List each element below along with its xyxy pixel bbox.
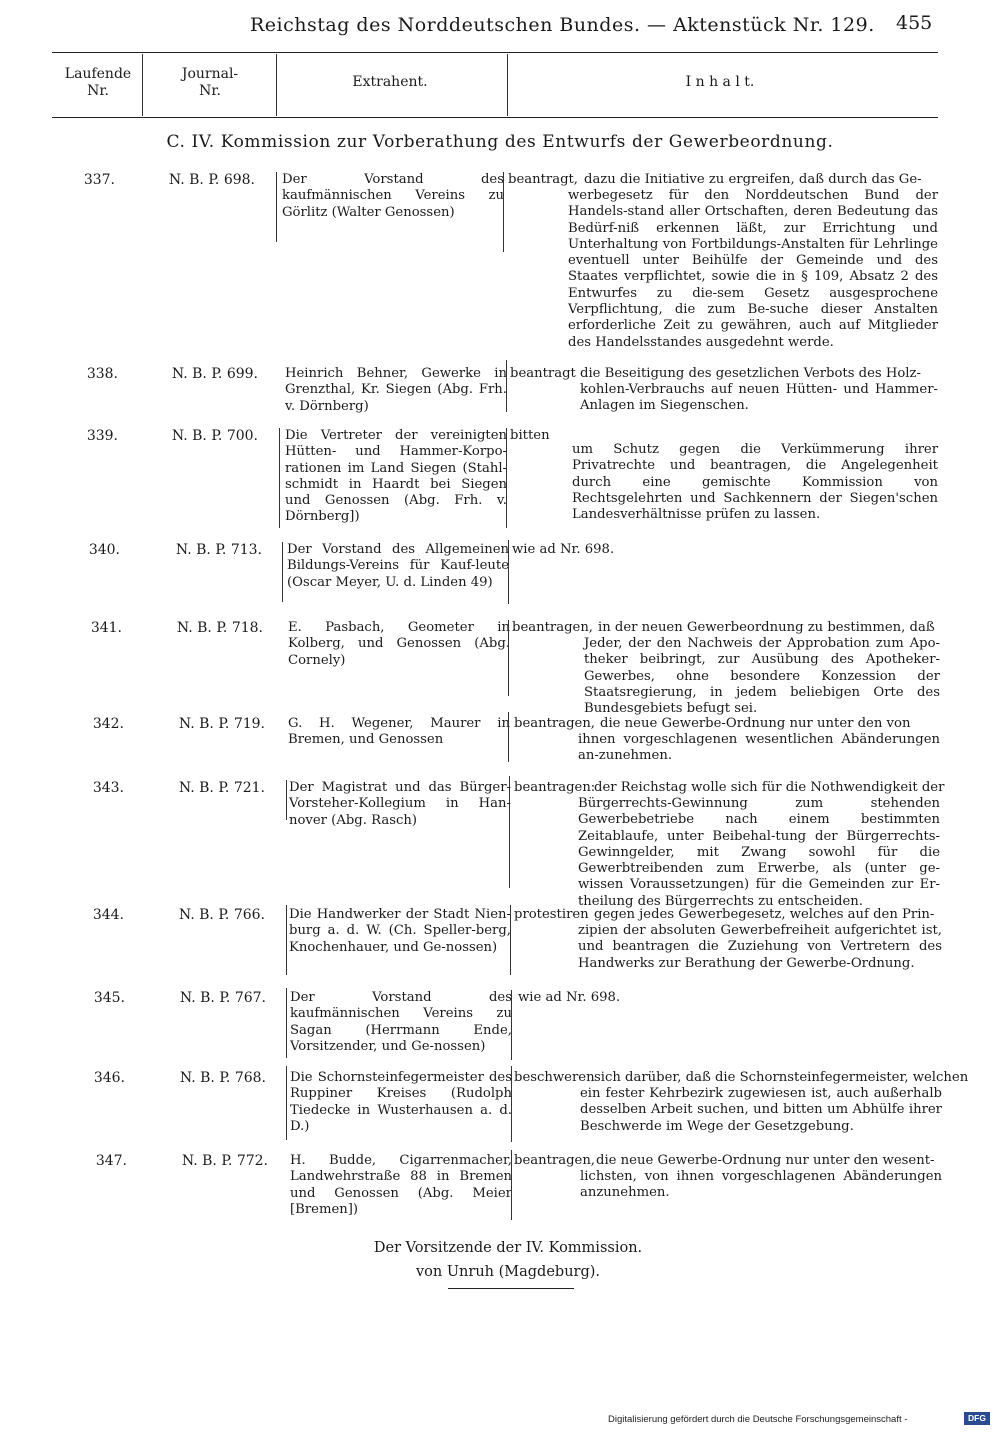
row-number: 343. — [92, 780, 124, 796]
row-journal: N. B. P. 698. — [168, 172, 255, 188]
row-verb: beantragen, — [514, 716, 595, 731]
row-journal: N. B. P. 718. — [176, 620, 263, 636]
row-verb: beantragen, — [512, 620, 593, 635]
row-inhalt-first: die neue Gewerbe-Ordnung nur unter den von — [600, 716, 911, 731]
row-number: 345. — [93, 990, 125, 1006]
extrahent-divider — [508, 712, 509, 762]
row-inhalt: ein fester Kehrbezirk zugewiesen ist, auch außerhalb desselben Arbeit suchen, und bitten um Abhülfe ihrer Beschwerde im Wege der Gesetzgebung. — [580, 1086, 942, 1134]
row-inhalt: um Schutz gegen die Verkümmerung ihrer Privatrechte und beantragen, die Angelegenheit durch eine gemischte Kommission von Rechtsgelehrten und Sachkennern der Siegen'schen Landesverhältnisse prüfen zu lassen. — [572, 442, 938, 523]
row-journal: N. B. P. 772. — [181, 1153, 268, 1169]
extrahent-divider — [286, 1066, 287, 1140]
row-extrahent: Die Vertreter der vereinigten Hütten- und Hammer-Korpo-rationen im Land Siegen (Stahl-schmidt in Haardt bei Siegen und Genossen (Abg. Frh. v. Dörnberg]) — [285, 428, 507, 525]
column-divider-1 — [142, 54, 143, 116]
row-journal: N. B. P. 766. — [178, 907, 265, 923]
header-rule-top — [52, 52, 938, 53]
col-head-inhalt: I n h a l t. — [685, 74, 755, 90]
row-extrahent: H. Budde, Cigarrenmacher, Landwehrstraße 88 in Bremen und Genossen (Abg. Meier [Bremen]) — [290, 1153, 512, 1217]
row-inhalt-first: gegen jedes Gewerbegesetz, welches auf den Prin- — [594, 907, 935, 922]
row-inhalt-first: sich darüber, daß die Schornsteinfegermeister, welchen — [594, 1070, 969, 1085]
row-extrahent: G. H. Wegener, Maurer in Bremen, und Genossen — [288, 716, 510, 748]
row-journal: N. B. P. 699. — [171, 366, 258, 382]
extrahent-divider — [286, 988, 287, 1058]
row-inhalt: ihnen vorgeschlagenen wesentlichen Abänderungen an-zunehmen. — [578, 732, 940, 764]
row-inhalt-first: die Beseitigung des gesetzlichen Verbots des Holz- — [580, 366, 921, 381]
extrahent-divider — [286, 905, 287, 975]
header-rule-bottom — [52, 117, 938, 118]
row-extrahent: Die Schornsteinfegermeister des Ruppiner Kreises (Rudolph Tiedecke in Wusterhausen a. d. D.) — [290, 1070, 512, 1134]
row-number: 342. — [92, 716, 124, 732]
row-number: 344. — [92, 907, 124, 923]
column-divider-2 — [276, 54, 277, 116]
row-inhalt: Bürgerrechts-Gewinnung zum stehenden Gewerbebetriebe nach einem bestimmten Zeitablaufe, unter Beibehal-tung der Bürgerrechts-Gewinngelder, mit Zwang sowohl für die Gewerbtreibenden zum Erwerbe, als (unter ge-wissen Voraussetzungen) für die Gemeinden zur Er-theilung des Bürgerrechts zu entscheiden. — [578, 796, 940, 909]
signature-rule — [448, 1288, 574, 1289]
row-number: 341. — [90, 620, 122, 636]
row-inhalt: Jeder, der den Nachweis der Approbation zum Apo-theker beibringt, zur Ausübung des Apotheker-Gewerbes, ohne besondere Konzession der Staatsregierung, in jedem beliebigen Orte des Bundesgebiets befugt sei. — [584, 636, 940, 717]
row-journal: N. B. P. 713. — [175, 542, 262, 558]
row-verb: beantragen, — [514, 1153, 595, 1168]
col-head-lfd-line2: Nr. — [87, 83, 109, 99]
row-journal: N. B. P. 721. — [178, 780, 265, 796]
extrahent-divider — [511, 1150, 512, 1220]
row-verb: bitten — [510, 428, 550, 443]
running-header: Reichstag des Norddeutschen Bundes. — Aktenstück Nr. 129. — [250, 14, 875, 36]
col-head-journal — [160, 66, 260, 100]
row-verb: wie ad Nr. 698. — [518, 990, 621, 1005]
extrahent-divider — [508, 620, 509, 696]
row-inhalt-first: dazu die Initiative zu ergreifen, daß durch das Ge- — [584, 172, 922, 187]
col-head-lfd — [58, 66, 138, 100]
extrahent-divider — [511, 1066, 512, 1142]
signature-line2: von Unruh (Magdeburg). — [415, 1264, 601, 1280]
row-journal: N. B. P. 719. — [178, 716, 265, 732]
row-extrahent: E. Pasbach, Geometer in Kolberg, und Genossen (Abg. Cornely) — [288, 620, 510, 668]
row-verb: beantragen: — [514, 780, 596, 795]
row-number: 347. — [95, 1153, 127, 1169]
row-journal: N. B. P. 768. — [179, 1070, 266, 1086]
page-number: 455 — [896, 12, 933, 34]
row-journal: N. B. P. 700. — [171, 428, 258, 444]
col-head-journal-line2: Nr. — [199, 83, 221, 99]
extrahent-divider — [506, 360, 507, 412]
extrahent-divider — [276, 172, 277, 242]
signature-line1: Der Vorsitzende der IV. Kommission. — [373, 1240, 643, 1256]
dfg-logo: DFG — [964, 1412, 990, 1425]
extrahent-divider — [509, 776, 510, 888]
col-head-extrahent: Extrahent. — [352, 74, 428, 90]
extrahent-divider — [511, 990, 512, 1060]
row-number: 337. — [83, 172, 115, 188]
row-extrahent: Der Vorstand des Allgemeinen Bildungs-Vereins für Kauf-leute (Oscar Meyer, U. d. Linden 49) — [287, 542, 509, 590]
row-extrahent: Die Handwerker der Stadt Nien-burg a. d. W. (Ch. Speller-berg, Knochenhauer, und Ge-nossen) — [289, 907, 511, 955]
row-verb: beantragt — [510, 366, 576, 381]
row-inhalt: kohlen-Verbrauchs auf neuen Hütten- und Hammer-Anlagen im Siegenschen. — [580, 382, 938, 414]
row-inhalt-first: in der neuen Gewerbeordnung zu bestimmen, daß — [598, 620, 935, 635]
row-number: 340. — [88, 542, 120, 558]
row-inhalt: lichsten, von ihnen vorgeschlagenen Abänderungen anzunehmen. — [580, 1169, 942, 1201]
extrahent-divider — [510, 905, 511, 975]
row-verb: wie ad Nr. 698. — [512, 542, 615, 557]
extrahent-divider — [508, 540, 509, 604]
row-number: 339. — [86, 428, 118, 444]
row-extrahent: Der Vorstand des kaufmännischen Vereins zu Görlitz (Walter Genossen) — [282, 172, 504, 220]
extrahent-divider — [286, 780, 287, 820]
column-divider-3 — [507, 54, 508, 116]
extrahent-divider — [506, 428, 507, 528]
row-extrahent: Der Vorstand des kaufmännischen Vereins zu Sagan (Herrmann Ende, Vorsitzender, und Ge-nossen) — [290, 990, 512, 1054]
digitization-footer: Digitalisierung gefördert durch die Deutsche Forschungsgemeinschaft - — [608, 1414, 908, 1425]
extrahent-divider — [282, 542, 283, 602]
section-title: C. IV. Kommission zur Vorberathung des Entwurfs der Gewerbeordnung. — [166, 132, 834, 152]
row-extrahent: Heinrich Behner, Gewerke in Grenzthal, Kr. Siegen (Abg. Frh. v. Dörnberg) — [285, 366, 507, 414]
row-inhalt-first: der Reichstag wolle sich für die Nothwendigkeit der — [594, 780, 945, 795]
row-inhalt-first: die neue Gewerbe-Ordnung nur unter den wesent- — [596, 1153, 935, 1168]
row-number: 346. — [93, 1070, 125, 1086]
row-verb: protestiren — [514, 907, 589, 922]
row-journal: N. B. P. 767. — [179, 990, 266, 1006]
col-head-lfd-line1: Laufende — [64, 66, 132, 82]
row-inhalt: werbegesetz für den Norddeutschen Bund der Handels-stand aller Ortschaften, deren Bedeutung das Bedürf-niß erkennen läßt, zur Errichtung und Unterhaltung von Fortbildungs-Anstalten für Lehrlinge eventuell unter Beihülfe der Gemeinde und des Staates verpflichtet, sowie die in § 109, Absatz 2 des Entwurfes zu die-sem Gesetz ausgesprochene Verpflichtung, die zum Be-suche dieser Anstalten erforderliche Zeit zu gewähren, auch auf Mitglieder des Handelsstandes ausgedehnt werde. — [568, 188, 938, 350]
extrahent-divider — [279, 428, 280, 528]
row-extrahent: Der Magistrat und das Bürger-Vorsteher-Kollegium in Han-nover (Abg. Rasch) — [289, 780, 511, 828]
extrahent-divider — [503, 172, 504, 252]
row-verb: beantragt, — [508, 172, 579, 187]
row-number: 338. — [86, 366, 118, 382]
row-verb: beschweren — [514, 1070, 595, 1085]
row-inhalt: zipien der absoluten Gewerbefreiheit aufgerichtet ist, und beantragen die Zuziehung von Vertretern des Handwerks zur Berathung der Gewerbe-Ordnung. — [578, 923, 942, 971]
col-head-journal-line1: Journal- — [181, 66, 239, 82]
